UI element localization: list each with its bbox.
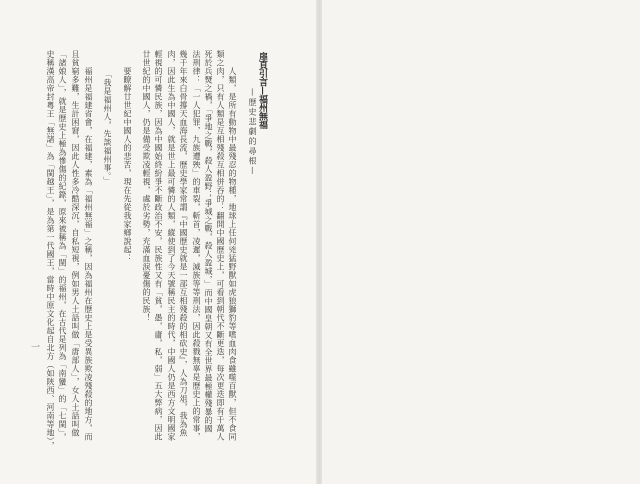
text-column: 肉，因此生為中國人，就是世上最可憐的人類，縱使到了今天號稱民主的時代，中國人仍是西方文明國家	[167, 50, 176, 441]
text-column: 福州是福建省會，在福建，素為「福州無福」之稱，因為福州在歷史上是受異族欺凌殘殺的地方，而	[84, 67, 93, 441]
text-column: 史稱漢高帝封粵王「無諸」為「閩越王」，是為第一代國王，當時中原文化起自北方（如陝西、河南等地），	[46, 50, 55, 450]
text-column: 類之肉，只有人類是互相殘殺互相併吞的：翻開中國歷史上，可看到朝代不斷更迭，每次更迭即有千萬人	[216, 50, 225, 441]
text-column: 法刑律：「一人犯罪，九族遭殃」的車裂，斬首，凌遲，滅族等等刑法，因此殺戮無辜是歷史上的常事，	[192, 50, 201, 441]
text-column: 廿世紀的中國人，仍是備受欺凌輕視，處於劣勢，充滿血淚憂傷的民族！	[142, 50, 151, 322]
text-column: 幾千年來白骨撐天血海長流，歷史學家常謂『中國歷史就是一部互相殘殺的相砍史』，人為刀俎，我為魚	[179, 50, 188, 437]
left-page	[0, 0, 318, 484]
text-column: 人類，是所有動物中最殘忍的物種，地球上任何兇猛野獸如虎狼獅豹等嗜血肉食雖噬百獸，但不食同	[228, 67, 237, 441]
quote-line: 「我是福州人，先談福州事。」	[103, 70, 112, 185]
page-number: 一	[31, 343, 41, 353]
right-page-blank	[322, 0, 640, 484]
text-column: 且貧窮多難，生計困窘，因此人性多冷酷深沉，自私短視，例如男人土話叫做「唐部人」，女人土話叫做	[71, 50, 80, 437]
page-title: 扉頁引言—福州無福	[257, 52, 267, 129]
text-column: 輕視的可憐民族，因為中國始終紛爭不斷政治不安，民族性又有「貧，愚，庸，私，弱」五大弊病，因此	[154, 50, 163, 441]
page-subtitle: —歷史悲劇的尋根—	[248, 88, 257, 177]
text-column: 要瞭解廿世紀中國人的悲苦，現在先從我家鄉說起：	[123, 67, 132, 263]
text-column: 「諸娘人」，就是歷史上極為慘傷的紀錄，原來被稱為「閩」的福州，在古代是列為「南蠻」的「七閩」，	[58, 50, 67, 442]
text-column: 死於兵燹之禍，「爭地之戰，殺人盈野；爭城之戰，殺人盈城，」而中國皇朝又有全世界最極權殘暴的國	[204, 50, 213, 433]
